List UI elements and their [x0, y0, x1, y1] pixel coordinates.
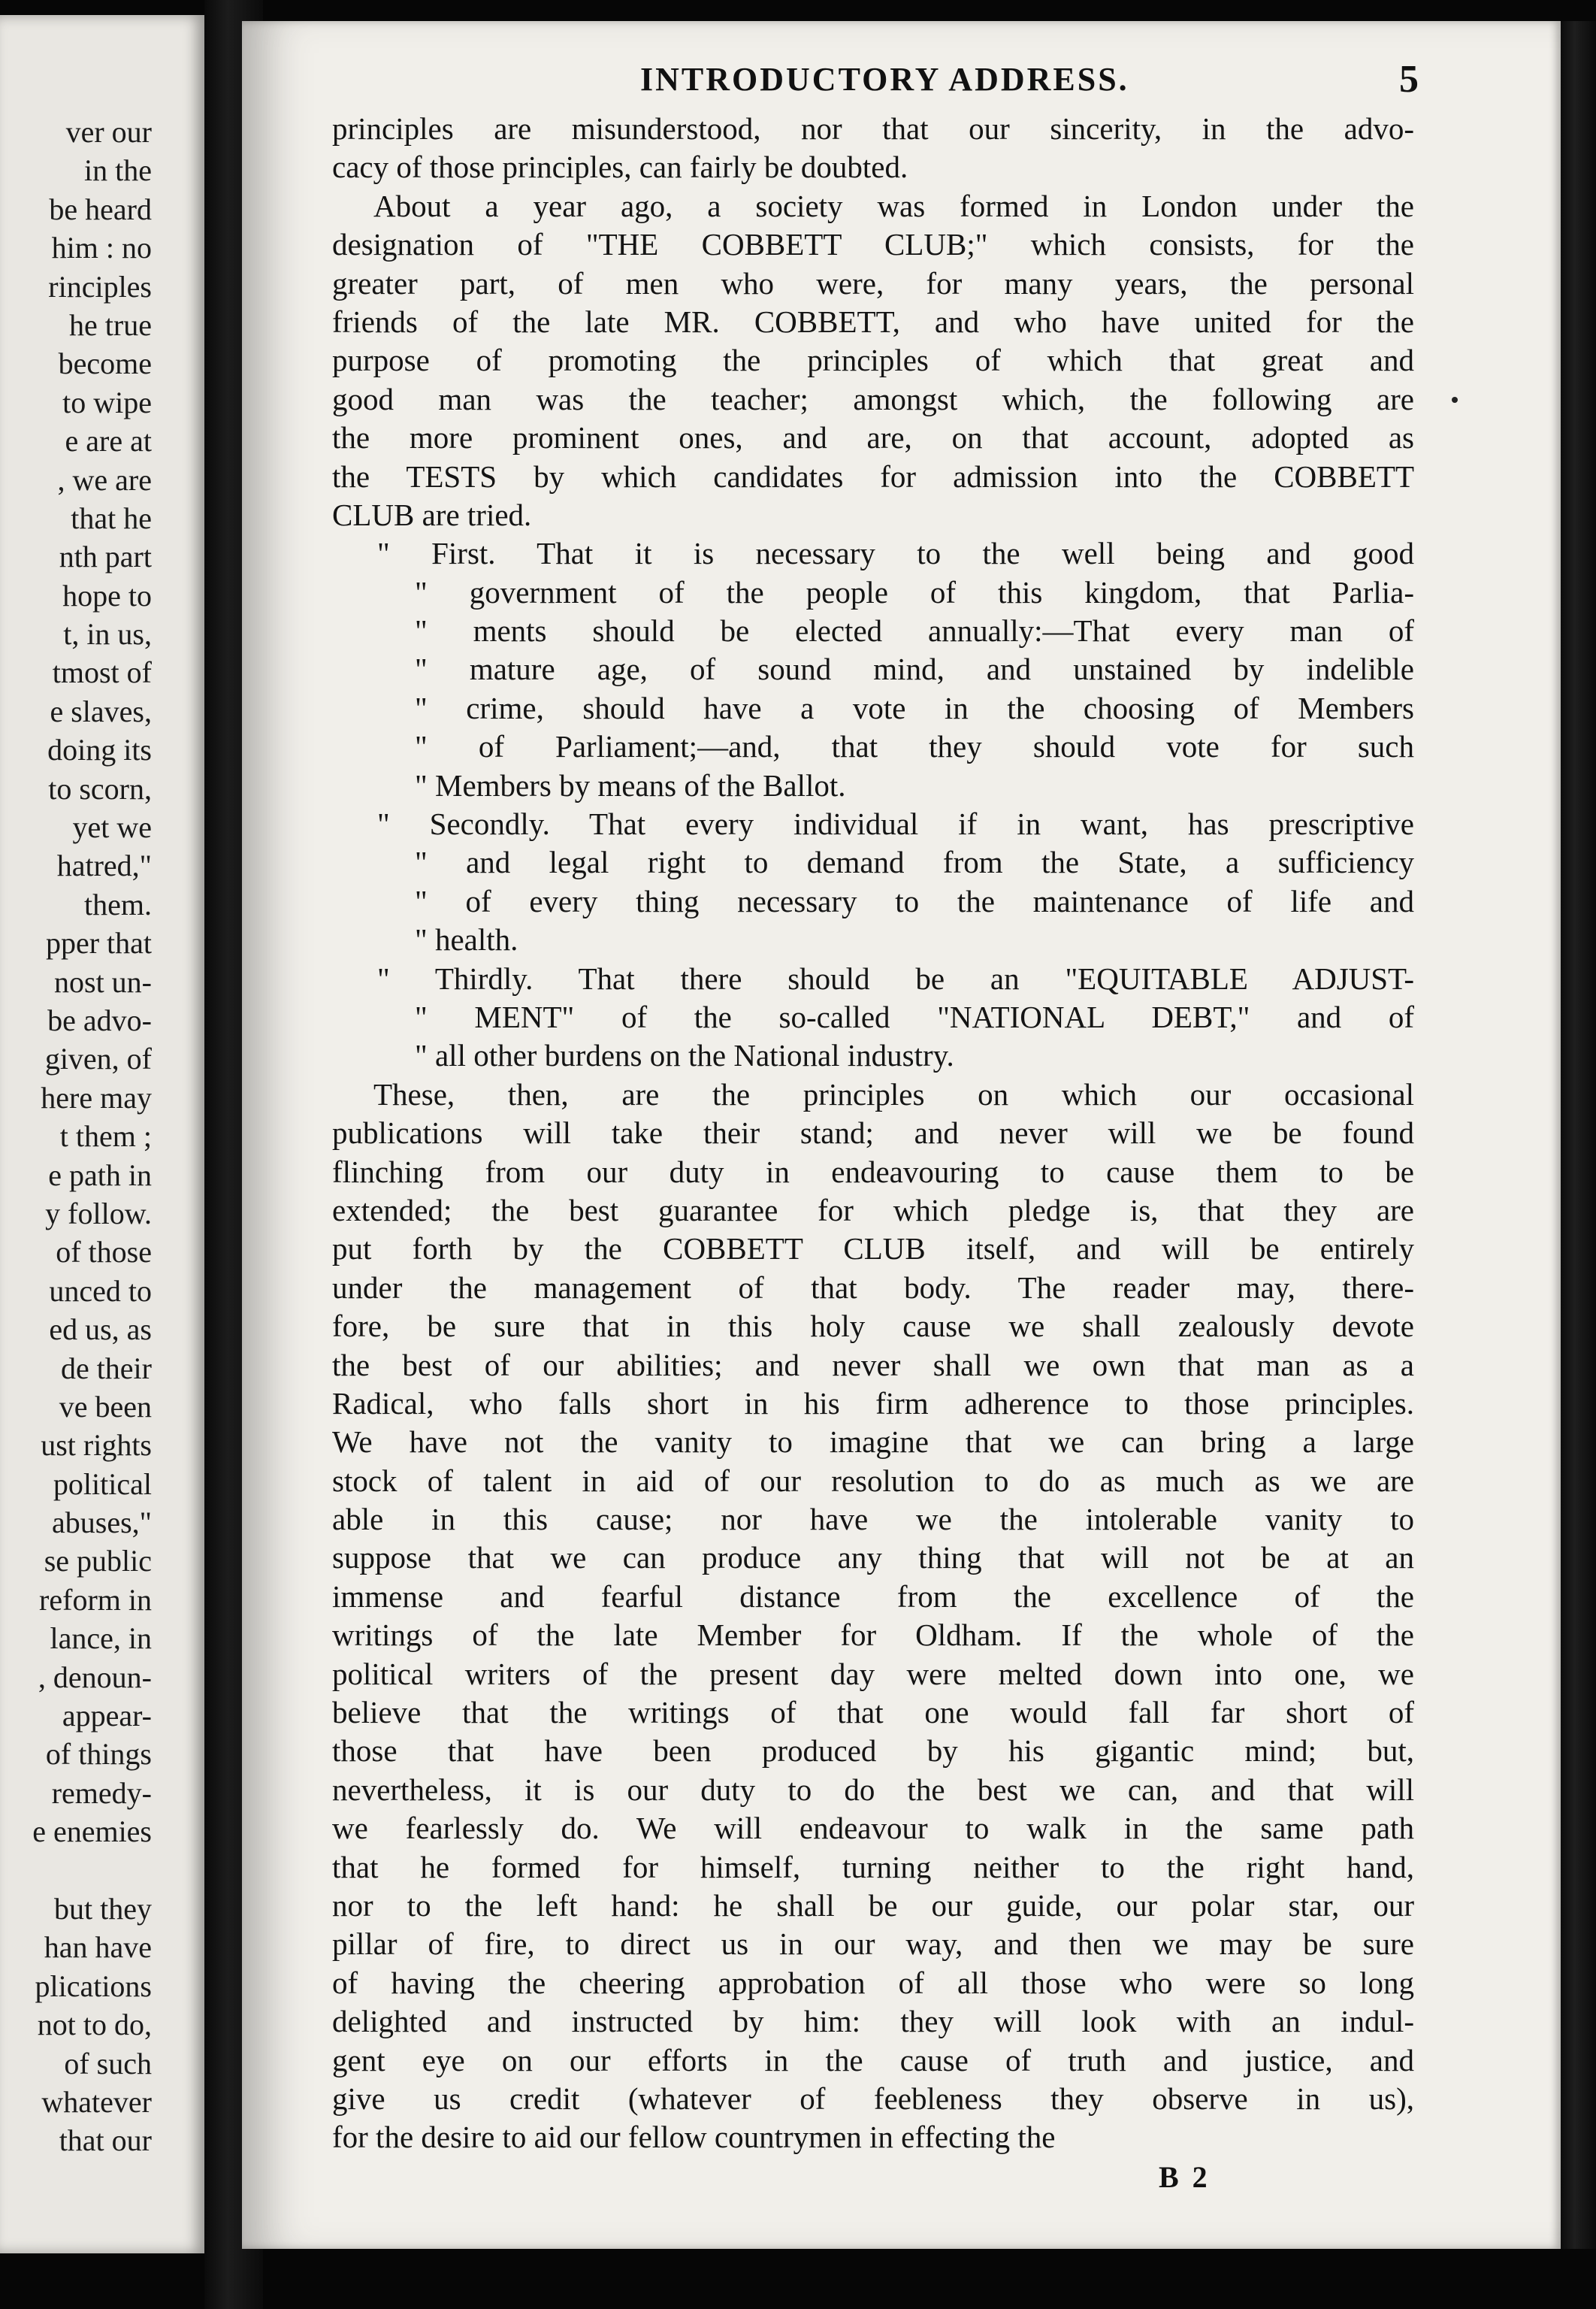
facing-page-line: tmost of — [52, 655, 152, 690]
body-line: publications will take their stand; and never will we be found — [332, 1115, 1414, 1151]
facing-page-line: t, in us, — [63, 617, 152, 652]
facing-page-line: be heard — [49, 192, 152, 226]
body-line: for the desire to aid our fellow countrymen in effecting the — [332, 2120, 1056, 2155]
facing-page-line: of those — [56, 1235, 152, 1269]
facing-page-line: in the — [84, 153, 152, 188]
facing-page-line: e path in — [48, 1158, 152, 1192]
body-line: extended; the best guarantee for which pledge is, that they are — [332, 1192, 1414, 1227]
facing-page-line: y follow. — [45, 1196, 152, 1230]
facing-page-line: he true — [69, 307, 152, 342]
body-line: CLUB are tried. — [332, 497, 532, 532]
body-line: purpose of promoting the principles of which that great and — [332, 343, 1414, 378]
page-body-text — [332, 110, 1414, 2157]
body-line: cacy of those principles, can fairly be doubted. — [332, 150, 908, 185]
body-line: writings of the late Member for Oldham. If the whole of the — [332, 1618, 1414, 1653]
body-line: believe that the writings of that one would fall far short of — [332, 1695, 1414, 1730]
facing-page-line: of things — [45, 1737, 152, 1772]
facing-page-line: given, of — [44, 1042, 152, 1076]
body-line: These, then, are the principles on which our occasional — [373, 1076, 1414, 1112]
facing-page-line: ver our — [65, 115, 152, 149]
facing-page-line: hatred," — [56, 849, 152, 883]
body-line: friends of the late MR. COBBETT, and who have united for the — [332, 304, 1414, 339]
facing-page-line: here may — [41, 1080, 152, 1115]
body-line: We have not the vanity to imagine that we can bring a large — [332, 1424, 1414, 1460]
page-edge-shadow — [1561, 21, 1596, 2249]
body-line: " MENT" of the so-called "NATIONAL DEBT," and of — [415, 999, 1414, 1034]
facing-page-line: of such — [64, 2046, 152, 2081]
ink-speck — [1452, 397, 1458, 403]
facing-page-line: hope to — [62, 578, 152, 613]
body-line: nevertheless, it is our duty to do the best we can, and that will — [332, 1772, 1414, 1807]
facing-page-line: unced to — [49, 1273, 152, 1308]
facing-page-line: that our — [59, 2123, 152, 2158]
facing-page-line: not to do, — [37, 2008, 152, 2042]
facing-page-line: ust rights — [41, 1428, 152, 1463]
facing-page-line: to scorn, — [48, 771, 152, 806]
body-line: nor to the left hand: he shall be our guide, our polar star, our — [332, 1887, 1414, 1923]
facing-page-line: han have — [44, 1930, 152, 1965]
body-line: " Secondly. That every individual if in want, has prescriptive — [377, 806, 1414, 842]
facing-page-line: doing its — [47, 733, 152, 767]
facing-page-fragment — [0, 15, 204, 2253]
body-line: About a year ago, a society was formed in London under the — [373, 188, 1414, 223]
body-line: " crime, should have a vote in the choosing of Members — [415, 690, 1414, 725]
facing-page-line: , we are — [57, 462, 152, 497]
running-head: INTRODUCTORY ADDRESS. — [640, 61, 1129, 98]
body-line: pillar of fire, to direct us in our way, and then we may be sure — [332, 1926, 1414, 1962]
body-line: good man was the teacher; amongst which, the following are — [332, 381, 1414, 416]
body-line: " all other burdens on the National industry. — [415, 1038, 954, 1073]
body-line: flinching from our duty in endeavouring to cause them to be — [332, 1154, 1414, 1189]
body-line: fore, be sure that in this holy cause we shall zealously devote — [332, 1309, 1414, 1344]
facing-page-line: whatever — [41, 2084, 152, 2119]
body-line: " First. That it is necessary to the well being and good — [377, 536, 1414, 571]
body-line: delighted and instructed by him: they will look with an indul- — [332, 2004, 1414, 2039]
facing-page-line: se public — [44, 1544, 152, 1578]
body-line: gent eye on our efforts in the cause of truth and justice, and — [332, 2042, 1414, 2077]
body-line: " Members by means of the Ballot. — [415, 767, 846, 803]
body-line: that he formed for himself, turning neither to the right hand, — [332, 1849, 1414, 1884]
facing-page-line: de their — [60, 1351, 152, 1385]
facing-page-line: e slaves, — [50, 694, 152, 728]
facing-page-line: ve been — [59, 1389, 152, 1424]
body-line: stock of talent in aid of our resolution to do as much as we are — [332, 1463, 1414, 1498]
facing-page-line: t them ; — [59, 1119, 152, 1154]
body-line: designation of "THE COBBETT CLUB;" which consists, for the — [332, 227, 1414, 262]
facing-page-line: them. — [84, 887, 152, 921]
body-line: Radical, who falls short in his firm adherence to those principles. — [332, 1385, 1414, 1421]
body-line: the best of our abilities; and never shall we own that man as a — [332, 1347, 1414, 1382]
facing-page-line: plications — [35, 1969, 152, 2003]
facing-page-line: lance, in — [50, 1621, 152, 1656]
body-line: the more prominent ones, and are, on that account, adopted as — [332, 420, 1414, 455]
facing-page-line: reform in — [39, 1582, 152, 1617]
facing-page-line: political — [53, 1466, 152, 1501]
facing-page-line: pper that — [45, 926, 152, 961]
body-line: " of Parliament;—and, that they should vote for such — [415, 729, 1414, 764]
body-line: greater part, of men who were, for many years, the personal — [332, 265, 1414, 301]
facing-page-line: e enemies — [32, 1814, 152, 1849]
facing-page-line: rinciples — [48, 269, 152, 304]
body-line: those that have been produced by his gigantic mind; but, — [332, 1733, 1414, 1769]
body-line: " health. — [415, 922, 518, 958]
facing-page-line: nost un- — [54, 964, 152, 999]
page-header — [242, 44, 1561, 101]
body-line: put forth by the COBBETT CLUB itself, and will be entirely — [332, 1231, 1414, 1266]
facing-page-line: nth part — [59, 540, 152, 574]
facing-page-line: appear- — [62, 1699, 152, 1733]
signature-mark: B 2 — [1159, 2160, 1211, 2194]
facing-page-line: become — [58, 347, 152, 381]
body-line: " government of the people of this kingdom, that Parlia- — [415, 574, 1414, 610]
facing-page-line: e are at — [65, 424, 152, 458]
body-line: the TESTS by which candidates for admission into the COBBETT — [332, 458, 1414, 494]
page-number: 5 — [1399, 58, 1419, 101]
body-line: " Thirdly. That there should be an "EQUITABLE ADJUST- — [377, 961, 1414, 996]
body-line: " ments should be elected annually:—That every man of — [415, 613, 1414, 649]
body-line: immense and fearful distance from the excellence of the — [332, 1578, 1414, 1614]
body-line: give us credit (whatever of feebleness they observe in us), — [332, 2081, 1414, 2116]
facing-page-line — [0, 1851, 152, 1890]
body-line: principles are misunderstood, nor that our sincerity, in the advo- — [332, 111, 1414, 146]
facing-page-line: but they — [54, 1891, 152, 1926]
body-line: suppose that we can produce any thing that will not be at an — [332, 1540, 1414, 1575]
facing-page-line: remedy- — [51, 1775, 152, 1810]
body-line: political writers of the present day were melted down into one, we — [332, 1656, 1414, 1691]
body-line: " of every thing necessary to the maintenance of life and — [415, 883, 1414, 918]
facing-page-line: ed us, as — [49, 1312, 152, 1347]
facing-page-line: him : no — [51, 231, 152, 265]
facing-page-line: yet we — [72, 810, 152, 845]
body-line: of having the cheering approbation of all those who were so long — [332, 1965, 1414, 2000]
facing-page-line: abuses," — [52, 1506, 152, 1540]
body-line: under the management of that body. The reader may, there- — [332, 1269, 1414, 1305]
facing-page-line: that he — [71, 501, 152, 535]
body-line: " and legal right to demand from the State, a sufficiency — [415, 845, 1414, 880]
body-line: we fearlessly do. We will endeavour to walk in the same path — [332, 1811, 1414, 1846]
main-page — [242, 21, 1561, 2249]
body-line: " mature age, of sound mind, and unstained by indelible — [415, 652, 1414, 687]
facing-page-line: , denoun- — [38, 1660, 152, 1694]
facing-page-text — [0, 113, 152, 2160]
facing-page-line: to wipe — [62, 385, 152, 419]
facing-page-line: be advo- — [47, 1003, 152, 1037]
body-line: able in this cause; nor have we the intolerable vanity to — [332, 1502, 1414, 1537]
